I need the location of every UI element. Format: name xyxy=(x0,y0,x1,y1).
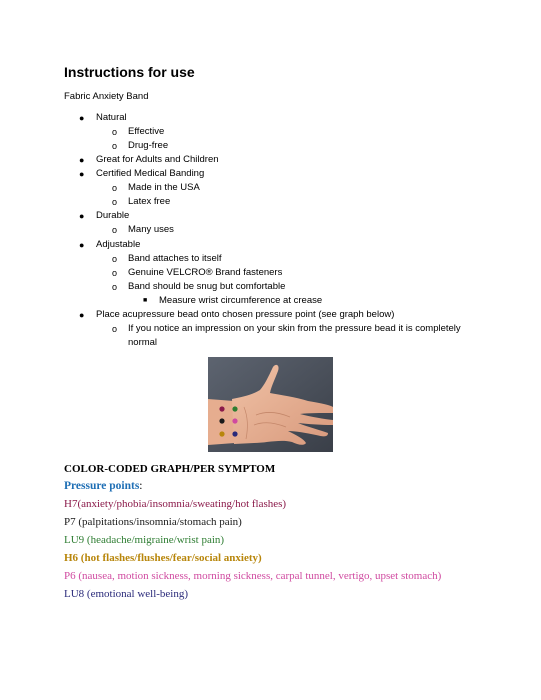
pressure-point-lu8: LU8 (emotional well-being) xyxy=(64,588,189,600)
sub-bullet-marker: o xyxy=(112,254,118,264)
list-item-effective: Effective xyxy=(128,126,165,137)
pressure-point-dot xyxy=(232,418,237,423)
list-item-impression: If you notice an impression on your skin from the pressure bead it is completely xyxy=(128,323,461,334)
pressure-point-dot xyxy=(219,406,224,411)
sub-bullet-marker: o xyxy=(112,268,118,278)
list-item-durable: Durable xyxy=(96,210,130,221)
page-title: Instructions for use xyxy=(64,64,195,80)
sub-bullet-marker: o xyxy=(112,183,118,193)
list-item-certified: Certified Medical Banding xyxy=(96,168,205,179)
bullet-marker: ● xyxy=(79,211,85,221)
list-item-impression-cont: normal xyxy=(128,337,158,348)
list-item-adjustable: Adjustable xyxy=(96,239,141,250)
list-item-natural: Natural xyxy=(96,112,127,123)
pressure-points-text: Pressure points xyxy=(64,480,140,492)
list-item-place: Place acupressure bead onto chosen pressure point (see graph below) xyxy=(96,309,395,320)
list-item-drug-free: Drug-free xyxy=(128,140,169,151)
sub-bullet-marker: o xyxy=(112,324,118,334)
bullet-marker: ● xyxy=(79,155,85,165)
square-bullet-marker: ■ xyxy=(143,297,148,304)
list-item-usa: Made in the USA xyxy=(128,182,200,193)
list-item-many-uses: Many uses xyxy=(128,224,174,235)
pressure-point-dot xyxy=(219,418,224,423)
pressure-point-h7: H7(anxiety/phobia/insomnia/sweating/hot flashes) xyxy=(64,498,287,510)
pressure-point-dot xyxy=(219,431,224,436)
pressure-points-colon: : xyxy=(139,480,143,492)
pressure-point-p7: P7 (palpitations/insomnia/stomach pain) xyxy=(64,516,242,528)
sub-bullet-marker: o xyxy=(112,225,118,235)
bullet-marker: ● xyxy=(79,169,85,179)
pressure-point-p6: P6 (nausea, motion sickness, morning sickness, carpal tunnel, vertigo, upset stomach) xyxy=(64,570,442,582)
bullet-marker: ● xyxy=(79,240,85,250)
product-name: Fabric Anxiety Band xyxy=(64,91,149,102)
pressure-point-dot xyxy=(232,431,237,436)
graph-heading: COLOR-CODED GRAPH/PER SYMPTOM xyxy=(64,463,276,475)
pressure-point-h6: H6 (hot flashes/flushes/fear/social anxiety) xyxy=(64,552,262,564)
sub-bullet-marker: o xyxy=(112,197,118,207)
list-item-latex: Latex free xyxy=(128,196,171,207)
list-item-measure: Measure wrist circumference at crease xyxy=(159,295,323,306)
list-item-adults: Great for Adults and Children xyxy=(96,154,219,165)
sub-bullet-marker: o xyxy=(112,141,118,151)
list-item-velcro: Genuine VELCRO® Brand fasteners xyxy=(128,267,283,278)
bullet-marker: ● xyxy=(79,310,85,320)
hand-photo xyxy=(208,357,333,452)
sub-bullet-marker: o xyxy=(112,282,118,292)
list-item-snug: Band should be snug but comfortable xyxy=(128,281,286,292)
bullet-marker: ● xyxy=(79,113,85,123)
pressure-points-label xyxy=(64,480,143,492)
pressure-point-lu9: LU9 (headache/migraine/wrist pain) xyxy=(64,534,225,546)
list-item-attaches: Band attaches to itself xyxy=(128,253,222,264)
sub-bullet-marker: o xyxy=(112,127,118,137)
pressure-point-dot xyxy=(232,406,237,411)
